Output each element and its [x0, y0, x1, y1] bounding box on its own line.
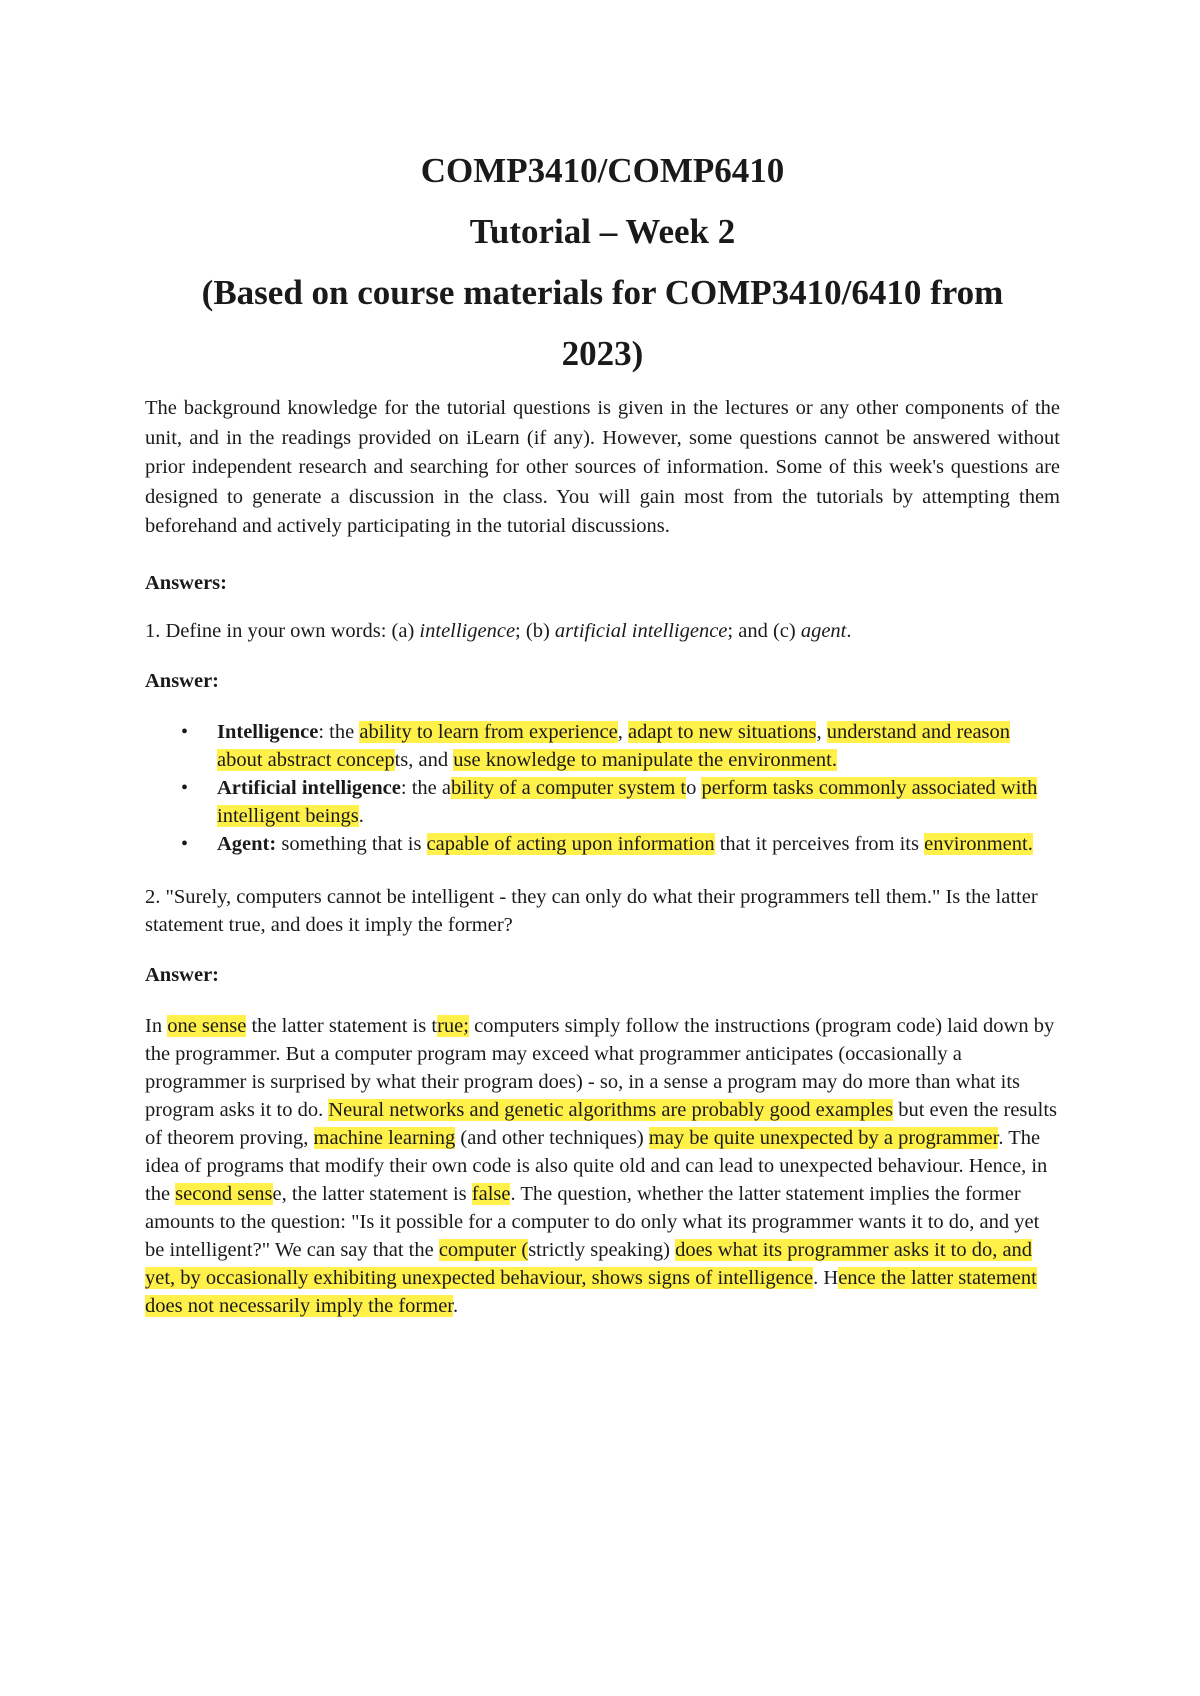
highlight: one sense — [167, 1014, 247, 1037]
definition-term: Artificial intelligence — [217, 776, 401, 799]
highlight: perform tasks commonly associated with intelligent beings — [217, 776, 1038, 827]
based-on-title-line: (Based on course materials for COMP3410/6410 from — [201, 273, 1004, 312]
definition-agent: • Agent: something that is capable of acting upon information that it perceives from its environment. — [217, 830, 1060, 858]
based-on-title-year: 2023) — [561, 334, 644, 373]
highlight: capable of acting upon information — [426, 832, 715, 855]
answer-2-paragraph: In one sense the latter statement is true; computers simply follow the instructions (program code) laid down by the programmer. But a computer program may exceed what programmer anticipates (occasionally a programmer is surprised by what their program does) - so, in a sense a program may do more than what its program asks it to do. Neural networks and genetic algorithms are probably good examples but even the results of theorem proving, machine learning (and other techniques) may be quite unexpected by a programmer. The idea of programs that modify their own code is also quite old and can lead to unexpected behaviour. Hence, in the second sense, the latter statement is false. The question, whether the latter statement implies the former amounts to the question: "Is it possible for a computer to do only what its programmer wants it to do, and yet be intelligent?" We can say that the computer (strictly speaking) does what its programmer asks it to do, and yet, by occasionally exhibiting unexpected behaviour, shows signs of intelligence. Hence the latter statement does not necessarily imply the former. — [145, 1014, 1058, 1317]
question-1: 1. Define in your own words: (a) intelligence; (b) artificial intelligence; and (c) agent. — [145, 619, 852, 642]
highlight: does what its programmer asks it to do, and yet, by occasionally exhibiting unexpected behaviour, shows signs of intelligence — [145, 1238, 1033, 1289]
highlight: ence the latter statement does not necessarily imply the former — [145, 1266, 1037, 1317]
definition-term: Agent: — [217, 832, 277, 855]
highlight: understand and reason about abstract concep — [217, 720, 1011, 771]
term-intelligence: intelligence — [419, 619, 516, 642]
highlight: machine learning — [313, 1126, 456, 1149]
highlight: Neural networks and genetic algorithms are probably good examples — [328, 1098, 894, 1121]
highlight: may be quite unexpected by a programmer — [648, 1126, 999, 1149]
answer-2-label: Answer: — [145, 963, 220, 986]
definition-intelligence: • Intelligence: the ability to learn from experience, adapt to new situations, understand and reason about abstract concepts, and use knowledge to manipulate the environment. — [217, 718, 1060, 774]
highlight: ability to learn from experience — [359, 720, 618, 743]
definitions-list — [145, 718, 1060, 858]
course-code-title: COMP3410/COMP6410 — [420, 151, 785, 190]
highlight: adapt to new situations — [628, 720, 817, 743]
highlight: rue; — [437, 1014, 469, 1037]
tutorial-week-title: Tutorial – Week 2 — [469, 212, 736, 251]
definition-term: Intelligence — [217, 720, 319, 743]
highlight: environment. — [924, 832, 1033, 855]
intro-paragraph: The background knowledge for the tutorial questions is given in the lectures or any other components of the unit, and in the readings provided on iLearn (if any). However, some questions cannot be answered without prior independent research and searching for other sources of information. Some of this week's questions are designed to generate a discussion in the class. You will gain most from the tutorials by attempting them beforehand and actively participating in the tutorial discussions. — [145, 397, 1060, 538]
highlight: use knowledge to manipulate the environment. — [453, 748, 837, 771]
highlight: computer ( — [438, 1238, 529, 1261]
definition-artificial-intelligence: • Artificial intelligence: the ability of a computer system to perform tasks commonly associated with intelligent beings. — [217, 774, 1060, 830]
answers-heading: Answers: — [145, 571, 227, 594]
term-artificial-intelligence: artificial intelligence — [554, 619, 728, 642]
term-agent: agent — [800, 619, 847, 642]
highlight: false — [471, 1182, 511, 1205]
document-title — [145, 140, 1060, 384]
highlight: bility of a computer system t — [450, 776, 687, 799]
answer-1-label: Answer: — [145, 669, 220, 692]
question-2: 2. "Surely, computers cannot be intelligent - they can only do what their programmers tell them." Is the latter statement true, and does it imply the former? — [145, 885, 1038, 936]
highlight: second sens — [175, 1182, 273, 1205]
